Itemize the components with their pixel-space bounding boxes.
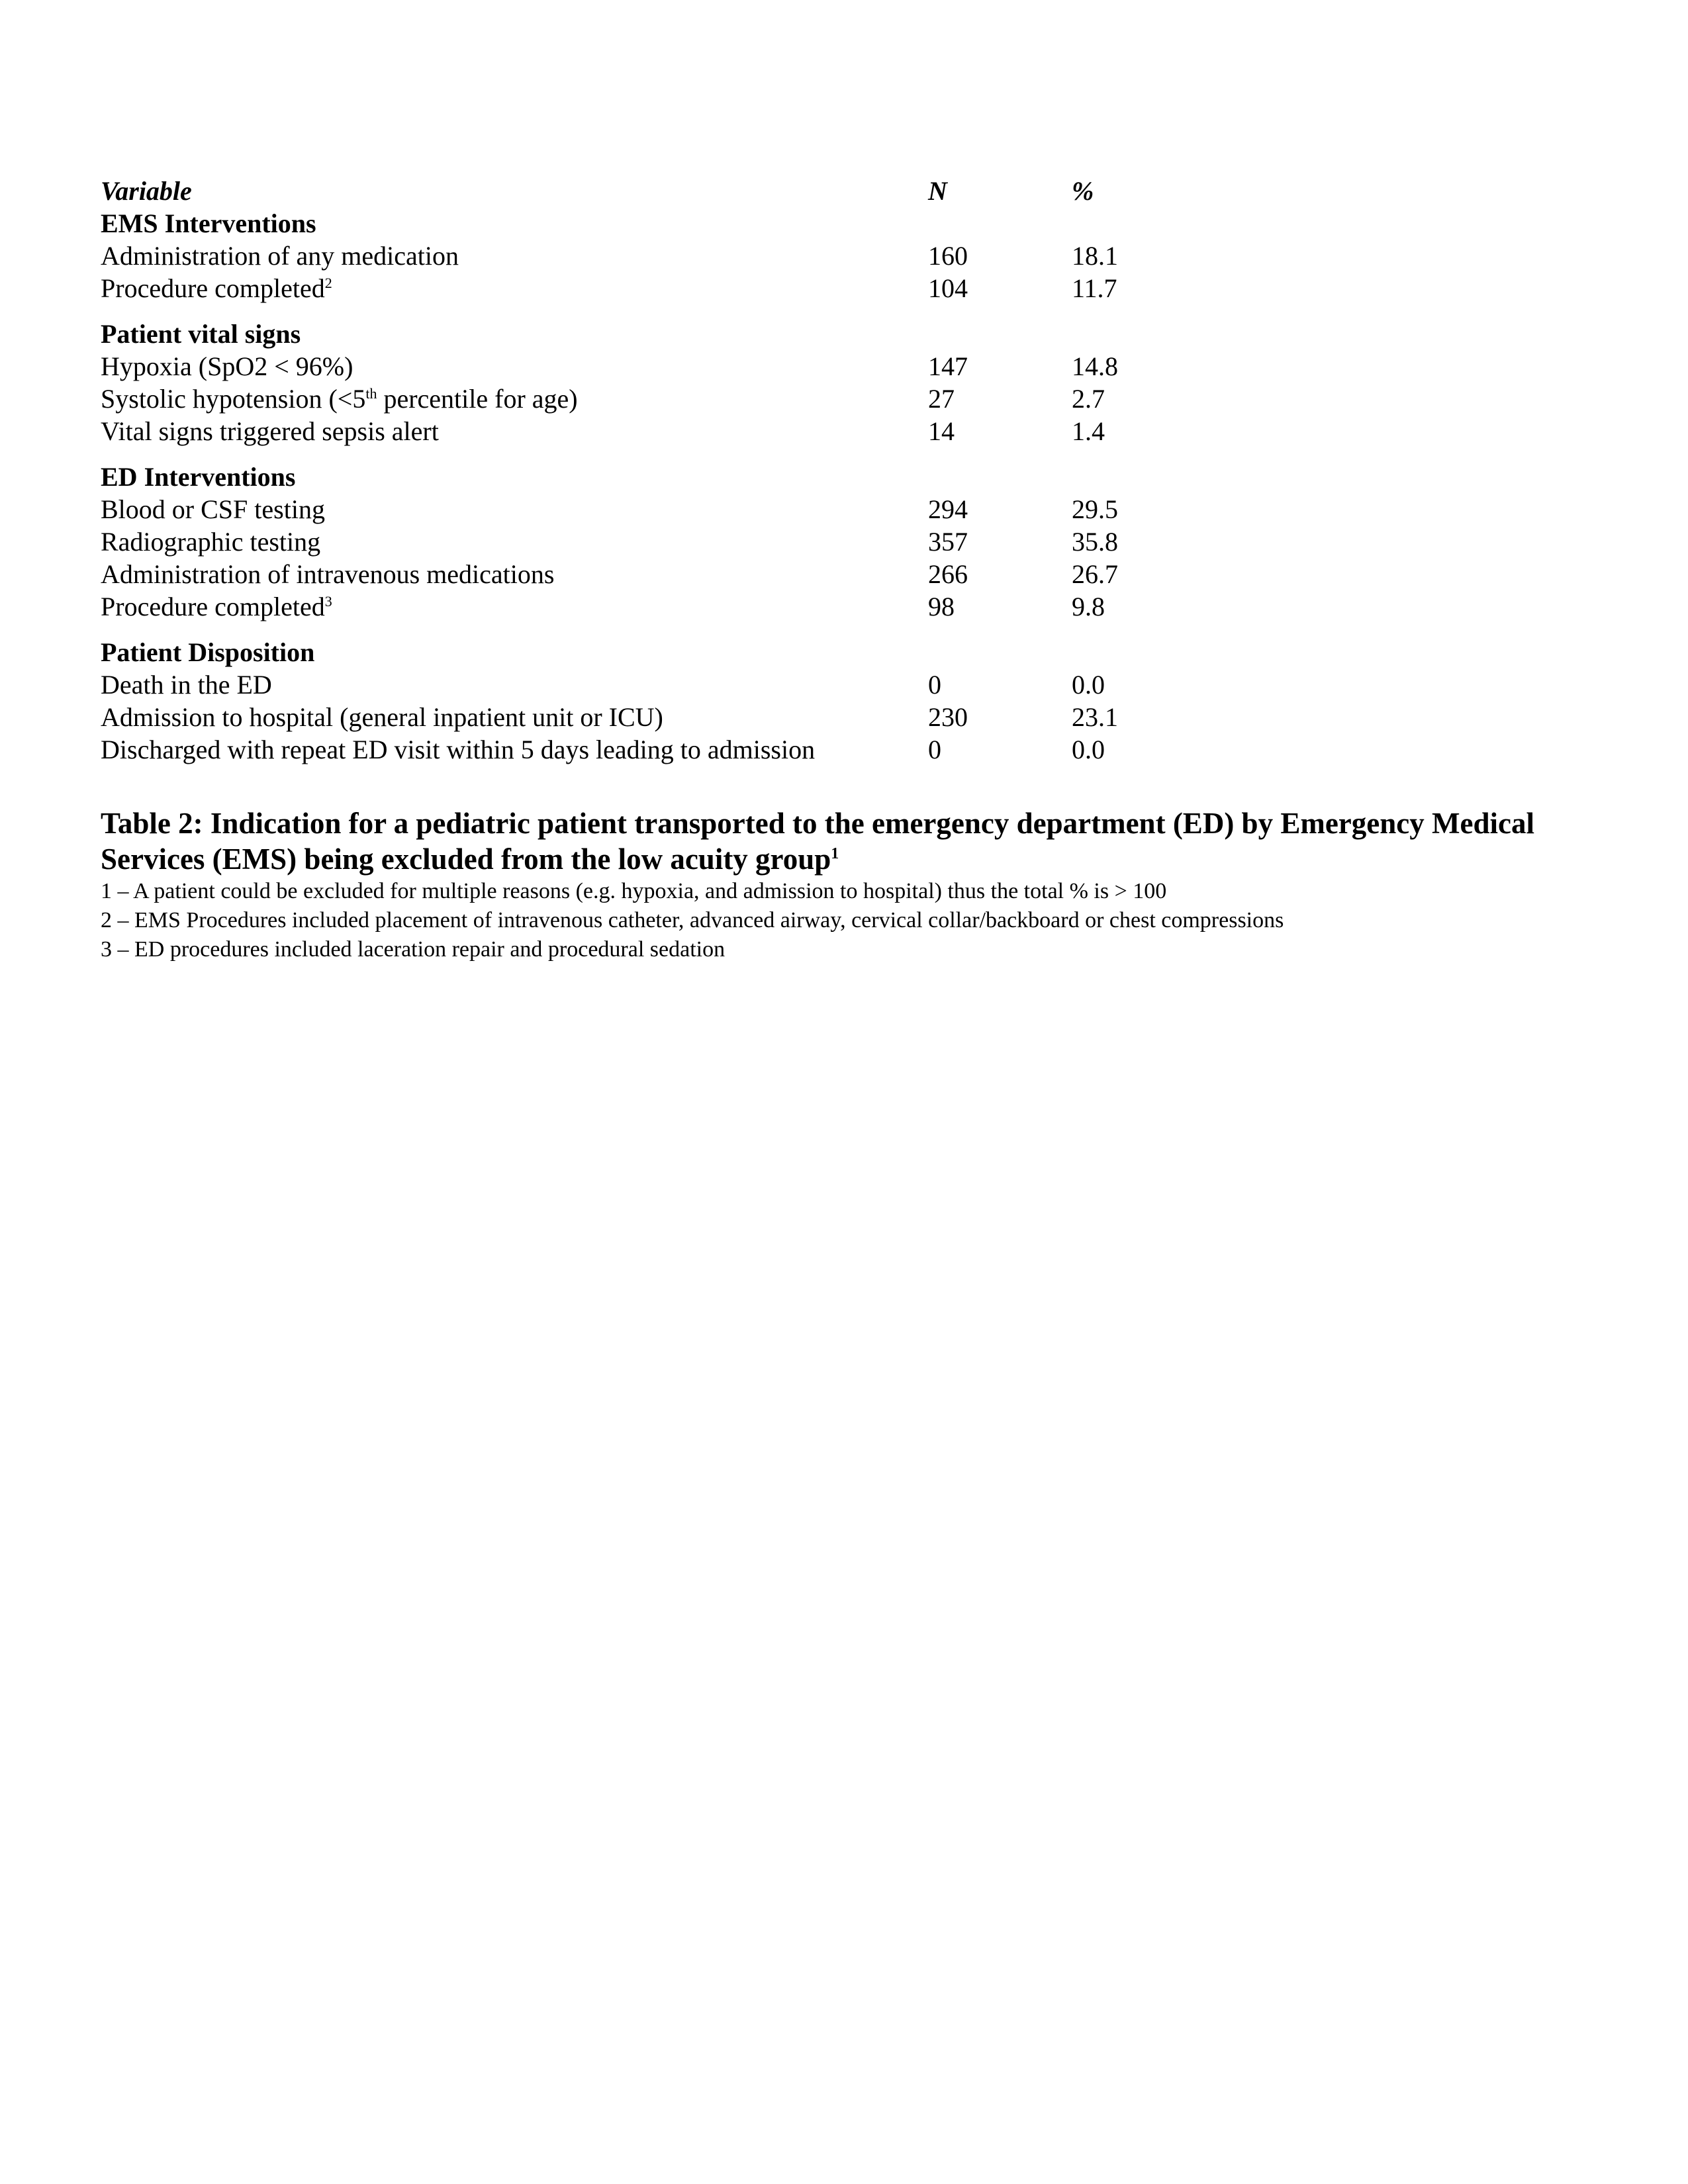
row-n: 0 xyxy=(928,735,941,764)
footnote-ref: 3 xyxy=(324,593,332,610)
table-row xyxy=(101,733,1590,766)
row-label: Blood or CSF testing xyxy=(101,494,325,524)
row-percent: 2.7 xyxy=(1072,384,1105,414)
row-n: 27 xyxy=(928,384,955,414)
row-percent: 11.7 xyxy=(1072,273,1117,303)
table-row xyxy=(101,590,1590,623)
header-n: N xyxy=(928,176,947,206)
footnote-ref: 2 xyxy=(324,275,332,291)
row-percent: 1.4 xyxy=(1072,416,1105,446)
caption-footnote-ref: 1 xyxy=(831,845,839,862)
row-label: Procedure completed xyxy=(101,592,325,621)
section-title-patient-vital-signs: Patient vital signs xyxy=(101,319,301,349)
row-n: 266 xyxy=(928,559,968,589)
row-n: 104 xyxy=(928,273,968,303)
row-n: 230 xyxy=(928,702,968,732)
table-header-row xyxy=(101,175,1590,207)
table-row xyxy=(101,668,1590,701)
row-percent: 0.0 xyxy=(1072,735,1105,764)
row-label: Procedure completed xyxy=(101,273,325,303)
table-row xyxy=(101,383,1590,415)
footnote-2: 2 – EMS Procedures included placement of intravenous catheter, advanced airway, cervical collar/backboard or chest compressions xyxy=(101,908,1284,933)
row-label: Hypoxia (SpO2 < 96%) xyxy=(101,351,353,381)
row-percent: 26.7 xyxy=(1072,559,1118,589)
row-label-wrapper xyxy=(101,383,578,415)
table-row xyxy=(101,493,1590,525)
caption-text: Table 2: Indication for a pediatric patient transported to the emergency department (ED) by Emergency Medical Services (EMS) being excluded from the low acuity group xyxy=(101,807,1534,876)
table-row xyxy=(101,701,1590,733)
row-label-pre: Systolic hypotension (<5 xyxy=(101,384,366,414)
table-row xyxy=(101,415,1590,447)
table-row xyxy=(101,272,1590,304)
table-row xyxy=(101,558,1590,590)
row-n: 98 xyxy=(928,592,955,621)
row-n: 357 xyxy=(928,527,968,557)
row-percent: 0.0 xyxy=(1072,670,1105,700)
row-label: Discharged with repeat ED visit within 5 days leading to admission xyxy=(101,735,816,764)
row-n: 0 xyxy=(928,670,941,700)
row-label: Administration of any medication xyxy=(101,241,459,271)
row-n: 294 xyxy=(928,494,968,524)
table-row xyxy=(101,525,1590,558)
footnote-3: 3 – ED procedures included laceration repair and procedural sedation xyxy=(101,937,726,962)
row-label: Radiographic testing xyxy=(101,527,321,557)
row-label: Administration of intravenous medications xyxy=(101,559,555,589)
row-n: 160 xyxy=(928,241,968,271)
row-label: Death in the ED xyxy=(101,670,272,700)
row-label: Vital signs triggered sepsis alert xyxy=(101,416,439,446)
table-row xyxy=(101,240,1590,272)
row-percent: 18.1 xyxy=(1072,241,1118,271)
section-title-ed-interventions: ED Interventions xyxy=(101,462,296,492)
header-variable: Variable xyxy=(101,176,192,206)
row-percent: 9.8 xyxy=(1072,592,1105,621)
footnote-1: 1 – A patient could be excluded for multiple reasons (e.g. hypoxia, and admission to hospital) thus the total % is > 100 xyxy=(101,879,1167,903)
table-row xyxy=(101,350,1590,383)
header-percent: % xyxy=(1072,176,1094,206)
row-n: 147 xyxy=(928,351,968,381)
row-percent: 14.8 xyxy=(1072,351,1118,381)
document-page xyxy=(101,175,1590,964)
row-label-wrapper xyxy=(101,590,332,623)
section-title-patient-disposition: Patient Disposition xyxy=(101,637,315,667)
section-title-ems-interventions: EMS Interventions xyxy=(101,208,316,238)
row-percent: 23.1 xyxy=(1072,702,1118,732)
row-percent: 35.8 xyxy=(1072,527,1118,557)
row-label-post: percentile for age) xyxy=(377,384,578,414)
ordinal-suffix: th xyxy=(365,385,377,402)
row-label-wrapper xyxy=(101,272,332,304)
table-caption xyxy=(101,805,1577,877)
row-label: Admission to hospital (general inpatient unit or ICU) xyxy=(101,702,663,732)
row-n: 14 xyxy=(928,416,955,446)
row-percent: 29.5 xyxy=(1072,494,1118,524)
